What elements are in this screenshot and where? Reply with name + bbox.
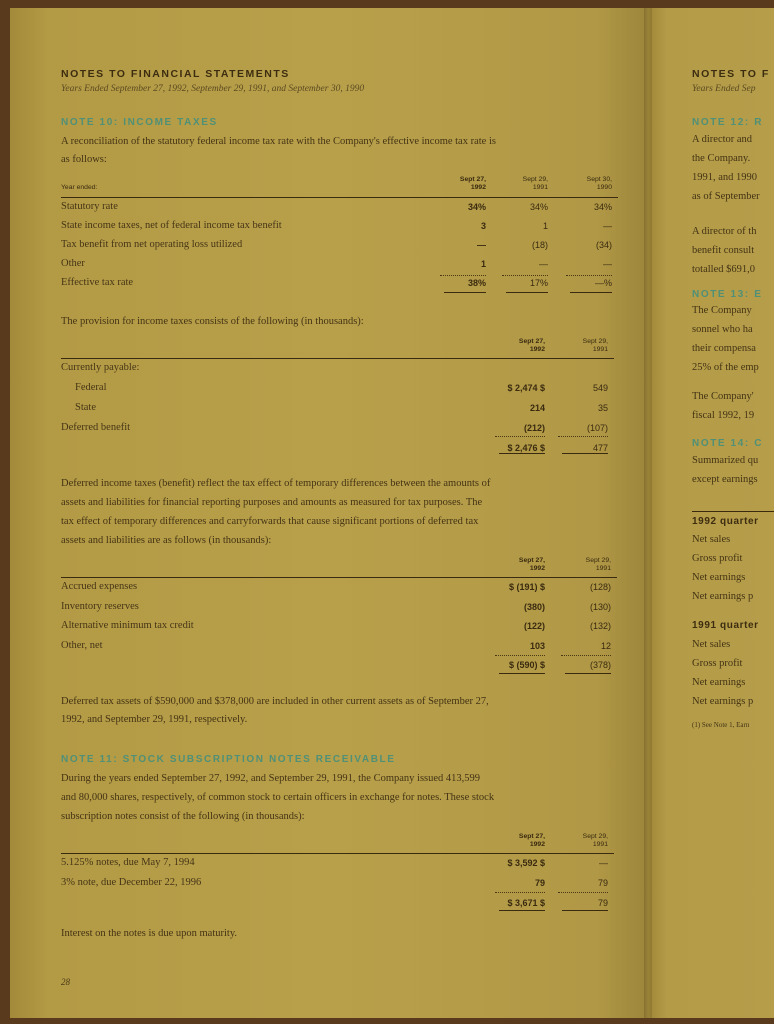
table-cell: (107) bbox=[586, 423, 608, 433]
right-page-line: 1992 quarter bbox=[692, 516, 759, 527]
subtotal-dotted-rule bbox=[502, 275, 548, 276]
table-row-label: Deferred benefit bbox=[61, 422, 131, 433]
subtotal-dotted-rule bbox=[558, 436, 608, 437]
note-11-intro-line-1: During the years ended September 27, 1992, and September 29, 1991, the Company issued 413,599 bbox=[61, 773, 481, 784]
column-header-line: 1990 bbox=[596, 184, 612, 191]
right-page-line: sonnel who ha bbox=[692, 324, 753, 335]
table-cell: — bbox=[603, 221, 612, 231]
note-11-intro-line-2: and 80,000 shares, respectively, of common stock to certain officers in exchange for notes. These stock bbox=[61, 792, 495, 803]
table-cell: 103 bbox=[529, 640, 545, 651]
table-row-label: Effective tax rate bbox=[61, 277, 134, 288]
column-header bbox=[551, 557, 611, 573]
table-cell: 1 bbox=[480, 259, 486, 269]
subtotal-dotted-rule bbox=[558, 892, 608, 893]
note-11-heading: NOTE 11: STOCK SUBSCRIPTION NOTES RECEIVABLE bbox=[61, 754, 396, 765]
column-header bbox=[552, 176, 612, 192]
table-cell: 34% bbox=[593, 202, 612, 212]
table-cell: $ 2,474 $ bbox=[507, 383, 545, 393]
table-cell: (212) bbox=[523, 423, 545, 433]
book-gutter bbox=[644, 8, 652, 1018]
right-page-line: NOTE 12: R bbox=[692, 117, 764, 128]
table-row-label: 3% note, due December 22, 1996 bbox=[61, 877, 202, 888]
table-row-label: Tax benefit from net operating loss utilized bbox=[61, 239, 243, 250]
table-cell: 35 bbox=[597, 403, 608, 413]
right-page-line: except earnings bbox=[692, 474, 758, 485]
table-cell: 34% bbox=[529, 202, 548, 212]
right-page-line: Summarized qu bbox=[692, 455, 759, 466]
note-11-outro: Interest on the notes is due upon maturity. bbox=[61, 928, 238, 939]
column-header bbox=[488, 176, 548, 192]
note-10-intro-line-2: as follows: bbox=[61, 154, 107, 165]
table-cell: $ 3,671 $ bbox=[507, 898, 545, 908]
deferred-intro-line-4: assets and liabilities are as follows (in thousands): bbox=[61, 535, 272, 546]
table-cell: (132) bbox=[589, 621, 611, 631]
column-header-line: Sept 29, bbox=[582, 338, 608, 345]
column-header-line: 1992 bbox=[470, 184, 486, 191]
column-header bbox=[548, 338, 608, 354]
deferred-outro-line-2: 1992, and September 29, 1991, respectively. bbox=[61, 714, 248, 725]
table-top-rule bbox=[61, 197, 618, 198]
table-row-label: Currently payable: bbox=[61, 362, 140, 373]
right-table-rule bbox=[692, 511, 774, 512]
table-cell: 214 bbox=[529, 403, 545, 413]
total-underline bbox=[499, 673, 545, 674]
table-cell: $ 3,592 $ bbox=[507, 858, 545, 868]
column-header-line: 1991 bbox=[532, 184, 548, 191]
table-row-label: Statutory rate bbox=[61, 201, 118, 212]
column-header-line: Sept 27, bbox=[518, 557, 545, 564]
right-page-line: A director and bbox=[692, 134, 753, 145]
table-cell: 1 bbox=[542, 221, 548, 231]
right-page-line: Gross profit bbox=[692, 658, 743, 669]
table-cell: $ (590) $ bbox=[508, 660, 545, 670]
table-row-label: Other bbox=[61, 258, 85, 269]
total-underline bbox=[562, 910, 608, 911]
table-cell: 79 bbox=[534, 878, 545, 888]
right-page-line: NOTE 13: E bbox=[692, 289, 763, 300]
subtotal-dotted-rule bbox=[495, 655, 545, 656]
table-cell: — bbox=[599, 858, 608, 868]
right-page-line: Net earnings bbox=[692, 572, 746, 583]
right-page-line: (1) See Note 1, Earn bbox=[692, 721, 750, 729]
table-row-label: 5.125% notes, due May 7, 1994 bbox=[61, 857, 195, 868]
total-underline bbox=[499, 910, 545, 911]
column-header bbox=[548, 833, 608, 849]
table-cell: (380) bbox=[523, 601, 545, 612]
note-10-intro-line-1: A reconciliation of the statutory federal income tax rate with the Company's effective income tax rate is bbox=[61, 136, 496, 147]
column-header bbox=[426, 176, 486, 192]
table-row-label: Federal bbox=[75, 382, 107, 393]
right-page-line: benefit consult bbox=[692, 245, 755, 256]
right-page-line: The Company' bbox=[692, 391, 754, 402]
column-header-line: Sept 29, bbox=[582, 833, 608, 840]
right-page-line: Net earnings bbox=[692, 677, 746, 688]
table-cell: (18) bbox=[531, 240, 548, 250]
total-underline bbox=[570, 292, 612, 293]
year-ended-label: Year ended: bbox=[61, 184, 98, 191]
total-underline bbox=[565, 673, 611, 674]
total-underline bbox=[562, 453, 608, 454]
subtotal-dotted-rule bbox=[440, 275, 486, 276]
column-header-line: Sept 30, bbox=[586, 176, 612, 183]
right-page-title: NOTES TO F bbox=[692, 68, 770, 80]
right-page-subtitle: Years Ended Sep bbox=[692, 84, 756, 94]
column-header-line: Sept 27, bbox=[459, 176, 486, 183]
right-page-line: Net sales bbox=[692, 639, 731, 650]
right-page-line: 1991 quarter bbox=[692, 620, 759, 631]
table-cell: — bbox=[477, 240, 486, 250]
table-cell: —% bbox=[594, 278, 612, 288]
deferred-outro-line-1: Deferred tax assets of $590,000 and $378,000 are included in other current assets as of September 27, bbox=[61, 696, 489, 707]
table-cell: 549 bbox=[592, 383, 608, 393]
table-cell: $ (191) $ bbox=[508, 582, 545, 592]
right-page-line: as of September bbox=[692, 191, 760, 202]
table-row-label: Accrued expenses bbox=[61, 581, 138, 592]
page-subtitle: Years Ended September 27, 1992, September 29, 1991, and September 30, 1990 bbox=[61, 84, 365, 94]
deferred-intro-line-3: tax effect of temporary differences and carryforwards that cause significant portions of deferred tax bbox=[61, 516, 479, 527]
table-cell: 79 bbox=[597, 898, 608, 908]
table-cell: 477 bbox=[592, 443, 608, 453]
column-header bbox=[485, 338, 545, 354]
table-cell: $ 2,476 $ bbox=[507, 443, 545, 453]
total-underline bbox=[499, 453, 545, 454]
right-page-line: fiscal 1992, 19 bbox=[692, 410, 755, 421]
subtotal-dotted-rule bbox=[495, 436, 545, 437]
right-page-line: A director of th bbox=[692, 226, 757, 237]
table-cell: — bbox=[603, 259, 612, 269]
right-page-line: Net sales bbox=[692, 534, 731, 545]
column-header-line: Sept 29, bbox=[585, 557, 611, 564]
right-page-line: Gross profit bbox=[692, 553, 743, 564]
table-cell: 12 bbox=[600, 640, 611, 651]
right-page-line: totalled $691,0 bbox=[692, 264, 755, 275]
provision-intro: The provision for income taxes consists of the following (in thousands): bbox=[61, 316, 364, 327]
right-page-line: their compensa bbox=[692, 343, 756, 354]
column-header-line: 1992 bbox=[529, 841, 545, 848]
table-cell: 79 bbox=[597, 878, 608, 888]
table-row-label: Inventory reserves bbox=[61, 600, 139, 612]
table-top-rule bbox=[61, 358, 614, 359]
right-page-line: Net earnings p bbox=[692, 696, 754, 707]
table-cell: (128) bbox=[589, 582, 611, 592]
deferred-intro-line-1: Deferred income taxes (benefit) reflect the tax effect of temporary differences between the amounts of bbox=[61, 478, 491, 489]
right-page-line: the Company. bbox=[692, 153, 751, 164]
column-header bbox=[485, 557, 545, 573]
page-number: 28 bbox=[61, 977, 70, 987]
subtotal-dotted-rule bbox=[495, 892, 545, 893]
note-11-intro-line-3: subscription notes consist of the following (in thousands): bbox=[61, 811, 305, 822]
right-page-line: The Company bbox=[692, 305, 752, 316]
column-header-line: Sept 27, bbox=[518, 338, 545, 345]
table-cell: 34% bbox=[467, 202, 486, 212]
table-row-label: State income taxes, net of federal income tax benefit bbox=[61, 220, 282, 231]
subtotal-dotted-rule bbox=[561, 655, 611, 656]
table-cell: (378) bbox=[589, 660, 611, 670]
total-underline bbox=[506, 292, 548, 293]
page-title: NOTES TO FINANCIAL STATEMENTS bbox=[61, 68, 290, 80]
right-page-line: 1991, and 1990 bbox=[692, 172, 758, 183]
subtotal-dotted-rule bbox=[566, 275, 612, 276]
table-cell: (130) bbox=[589, 601, 611, 612]
table-cell: 3 bbox=[480, 221, 486, 231]
note-10-heading: NOTE 10: INCOME TAXES bbox=[61, 117, 218, 128]
table-row-label: State bbox=[75, 402, 96, 413]
column-header bbox=[485, 833, 545, 849]
table-row-label: Alternative minimum tax credit bbox=[61, 620, 194, 631]
column-header-line: 1992 bbox=[529, 565, 545, 572]
column-header-line: 1991 bbox=[595, 565, 611, 572]
table-top-rule bbox=[61, 853, 614, 854]
right-page-line: NOTE 14: C bbox=[692, 438, 764, 449]
table-cell: — bbox=[539, 259, 548, 269]
column-header-line: Sept 27, bbox=[518, 833, 545, 840]
table-cell: (34) bbox=[595, 240, 612, 250]
table-top-rule bbox=[61, 577, 617, 578]
right-page-line: Net earnings p bbox=[692, 591, 754, 602]
table-row-label: Other, net bbox=[61, 639, 103, 651]
deferred-intro-line-2: assets and liabilities for financial reporting purposes and amounts as measured for tax purposes. The bbox=[61, 497, 483, 508]
total-underline bbox=[444, 292, 486, 293]
table-cell: 38% bbox=[467, 278, 486, 288]
column-header-line: Sept 29, bbox=[522, 176, 548, 183]
column-header-line: 1991 bbox=[592, 346, 608, 353]
table-cell: (122) bbox=[523, 621, 545, 631]
table-cell: 17% bbox=[529, 278, 548, 288]
column-header-line: 1991 bbox=[592, 841, 608, 848]
column-header-line: 1992 bbox=[529, 346, 545, 353]
right-page-line: 25% of the emp bbox=[692, 362, 759, 373]
